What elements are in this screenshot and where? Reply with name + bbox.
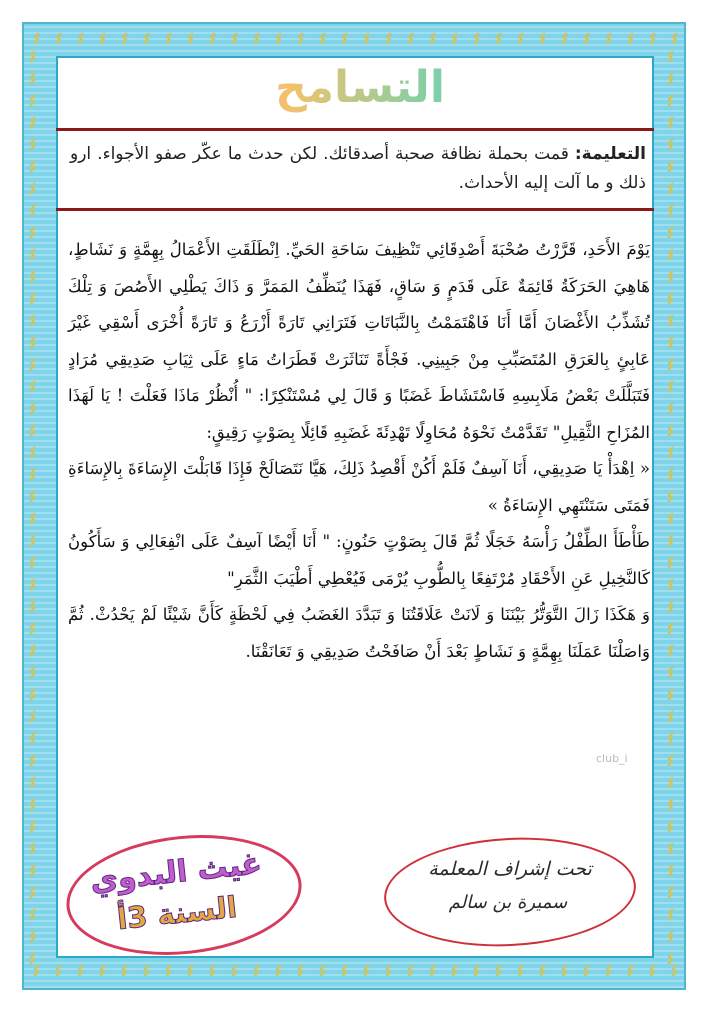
page-title: التسامح — [0, 62, 720, 122]
instruction-text: قمت بحملة نظافة صحبة أصدقائك. لكن حدث ما عكّر صفو الأجواء. ارو ذلك و ما آلت إليه الأحداث. — [70, 144, 646, 193]
story-paragraph: « اِهْدَأْ يَا صَدِيقِي، أَنَا آسِفٌ فَلَمْ أَكُنْ أَقْصِدُ ذَلِكَ، هَيَّا نَتَصَالَحْ فَإِذَا قَابَلْتَ الإِسَاءَةَ بِالإِسَاءَةِ فَمَتَى سَتَنْتَهِي الإِسَاءَةُ » — [68, 459, 650, 515]
story-paragraph: يَوْمَ الأَحَدِ، قَرَّرْتُ صُحْبَةَ أَصْدِقَائِي تَنْظِيفَ سَاحَةِ الحَيِّ. اِنْطَلَقَتِ الأَعْمَالُ بِهِمَّةٍ وَ نَشَاطٍ، هَاهِيَ الحَرَكَةُ قَائِمَةٌ عَلَى قَدَمٍ وَ سَاقٍ، فَهَذَا يُنَظِّفُ المَمَرَّ وَ ذَاكَ يَطْلِي الأَصُصَ وَ تِلْكَ تُشَذِّبُ الأَغْصَانَ أَمَّا أَنَا فَاهْتَمَمْتُ بِالنَّبَاتَاتِ فَتَرَانِي تَارَةً أَزْرَعُ وَ تَارَةً أُخْرَى أَسْقِي غَيْرَ عَابِئٍ بِالعَرَقِ المُتَصَبِّبِ مِنْ جَبِينِي. فَجْأَةً تَنَاثَرَتْ قَطَرَاتُ مَاءٍ عَلَى ثِيَابِ صَدِيقِي مُرَادٍ فَتَبَلَّلَتْ بَعْضُ مَلَابِسِهِ فَاسْتَشَاطَ غَضَبًا وَ قَالَ لِي مُسْتَنْكِرًا: " أُنْظُرْ مَاذَا فَعَلْتَ ! يَا لَهَذَا المُزَاحِ الثَّقِيلِ" تَقَدَّمْتُ نَحْوَهُ مُحَاوِلًا تَهْدِئَةَ غَضَبِهِ قَائِلًا بِصَوْتٍ رَقِيقٍ: — [68, 240, 650, 442]
top-divider — [56, 128, 654, 131]
watermark: club_i — [596, 752, 628, 765]
instruction-block — [70, 140, 646, 198]
student-class: السنة 3أ — [115, 889, 239, 937]
story-paragraph: طَأْطَأَ الطِّفْلُ رَأْسَهُ خَجَلًا ثُمَّ قَالَ بِصَوْتٍ حَنُونٍ: " أَنَا أَيْضًا آسِفٌ عَلَى انْفِعَالِي وَ سَأَكُونُ كَالنَّخِيلِ عَنِ الأَحْقَادِ مُرْتَفِعًا بِالطُّوبِ يُرْمَى فَيُعْطِي أَطْيَبَ الثَّمَرِ" — [68, 532, 650, 588]
story-paragraph: وَ هَكَذَا زَالَ التَّوَتُّرُ بَيْنَنَا وَ لَانَتْ عَلَاقَتُنَا وَ تَبَدَّدَ الغَضَبُ فِي لَحْظَةٍ كَأَنَّ شَيْئًا لَمْ يَحْدُثْ. ثُمَّ وَاصَلْنَا عَمَلَنَا بِهِمَّةٍ وَ نَشَاطٍ بَعْدَ أَنْ صَافَحْتُ صَدِيقِي وَ تَعَانَقْنَا. — [68, 605, 650, 661]
teacher-supervision: تحت إشراف المعلمة — [428, 858, 592, 880]
teacher-name: سميرة بن سالم — [448, 892, 568, 913]
student-name: غيث البدوي — [88, 846, 264, 899]
instruction-label: التعليمة: — [574, 144, 646, 164]
story-body — [68, 232, 650, 670]
bottom-divider — [56, 208, 654, 211]
